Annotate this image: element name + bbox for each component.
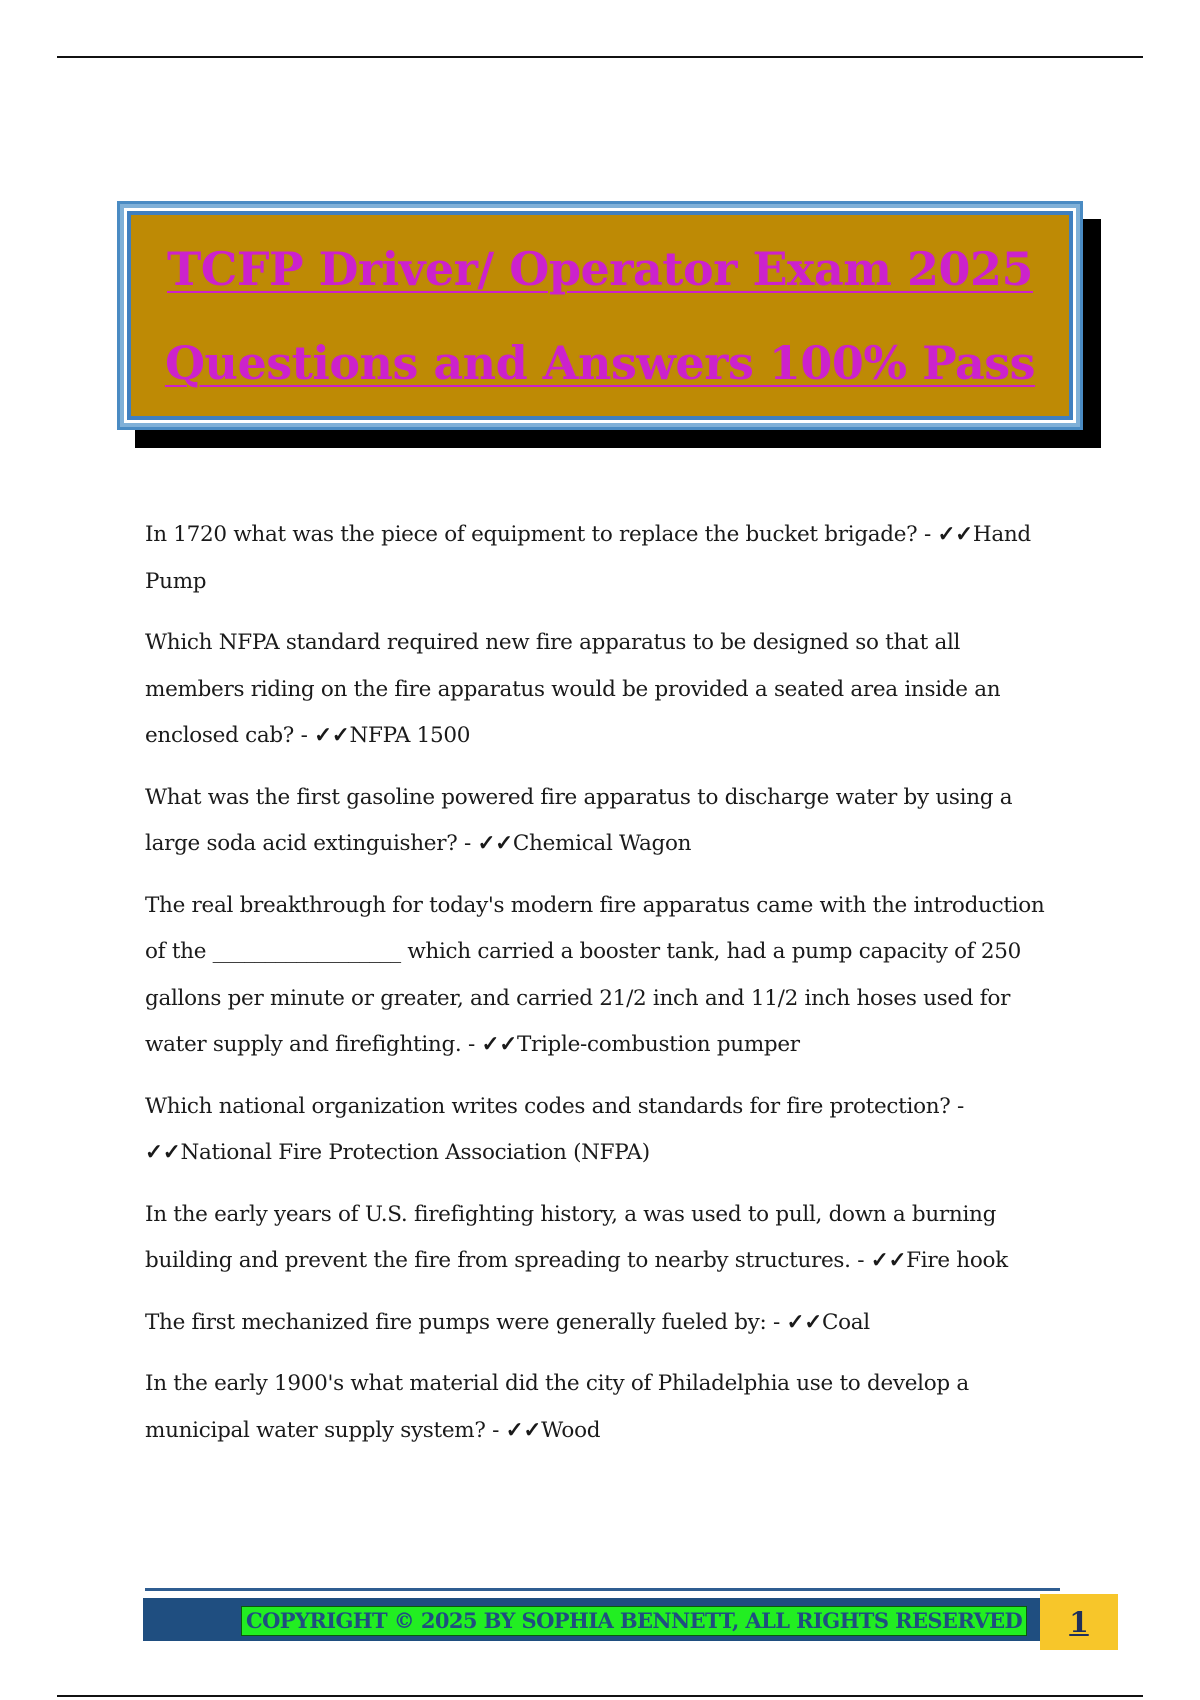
answer-text: Coal [821,1309,870,1335]
qa-item [145,620,1060,760]
title-banner [117,201,1083,430]
check-icon: ✓✓ [505,1417,542,1443]
qa-item [145,1192,1060,1285]
question-text: Which NFPA standard required new fire apparatus to be designed so that all members riding on the fire apparatus would be provided a seated area inside an enclosed cab? - [145,630,1001,748]
answer-text: Fire hook [906,1248,1008,1273]
check-icon: ✓✓ [477,831,513,856]
check-icon: ✓✓ [937,522,973,547]
answer-text: Hand Pump [145,522,1031,594]
document-title-line-2: Questions and Answers 100% Pass [164,335,1036,390]
check-icon: ✓✓ [870,1248,907,1273]
check-icon: ✓✓ [145,1140,181,1165]
page-number: 1 [1040,1594,1118,1650]
top-rule [57,56,1143,58]
footer-rule [145,1588,1060,1591]
check-icon: ✓✓ [481,1032,517,1057]
answer-text: Wood [541,1417,601,1443]
answer-text: Chemical Wagon [512,831,692,856]
document-title-line-1: TCFP Driver/ Operator Exam 2025 [167,241,1033,296]
answer-text: National Fire Protection Association (NFPA) [180,1140,650,1165]
question-text: Which national organization writes codes and standards for fire protection? - [145,1093,964,1119]
qa-item [145,1084,1060,1177]
question-text: The real breakthrough for today's modern fire apparatus came with the introduction of the __________________ which carried a booster tank, had a pump capacity of 250 gallons per minute or greater, and carried 21/2 inch and 11/2 inch hoses used for water supply and firefighting. - [145,892,1045,1057]
qa-item [145,1361,1060,1454]
question-text: What was the first gasoline powered fire apparatus to discharge water by using a large soda acid extinguisher? - [145,784,1013,856]
qa-item [145,512,1060,605]
question-text: In 1720 what was the piece of equipment to replace the bucket brigade? - [145,522,938,547]
answer-text: NFPA 1500 [349,723,471,748]
qa-item [145,883,1060,1069]
question-text: In the early years of U.S. firefighting history, a was used to pull, down a burning building and prevent the fire from spreading to nearby structures. - [145,1201,997,1273]
question-text: The first mechanized fire pumps were generally fueled by: - [145,1309,787,1335]
qa-list [145,512,1060,1469]
copyright-notice: COPYRIGHT © 2025 BY SOPHIA BENNETT, ALL RIGHTS RESERVED [241,1606,1027,1636]
answer-text: Triple-combustion pumper [516,1032,800,1057]
check-icon: ✓✓ [786,1309,822,1335]
check-icon: ✓✓ [314,723,350,748]
bottom-rule [57,1695,1143,1697]
qa-item [145,1300,1060,1347]
question-text: In the early 1900's what material did the city of Philadelphia use to develop a municipal water supply system? - [145,1371,969,1443]
qa-item [145,775,1060,868]
